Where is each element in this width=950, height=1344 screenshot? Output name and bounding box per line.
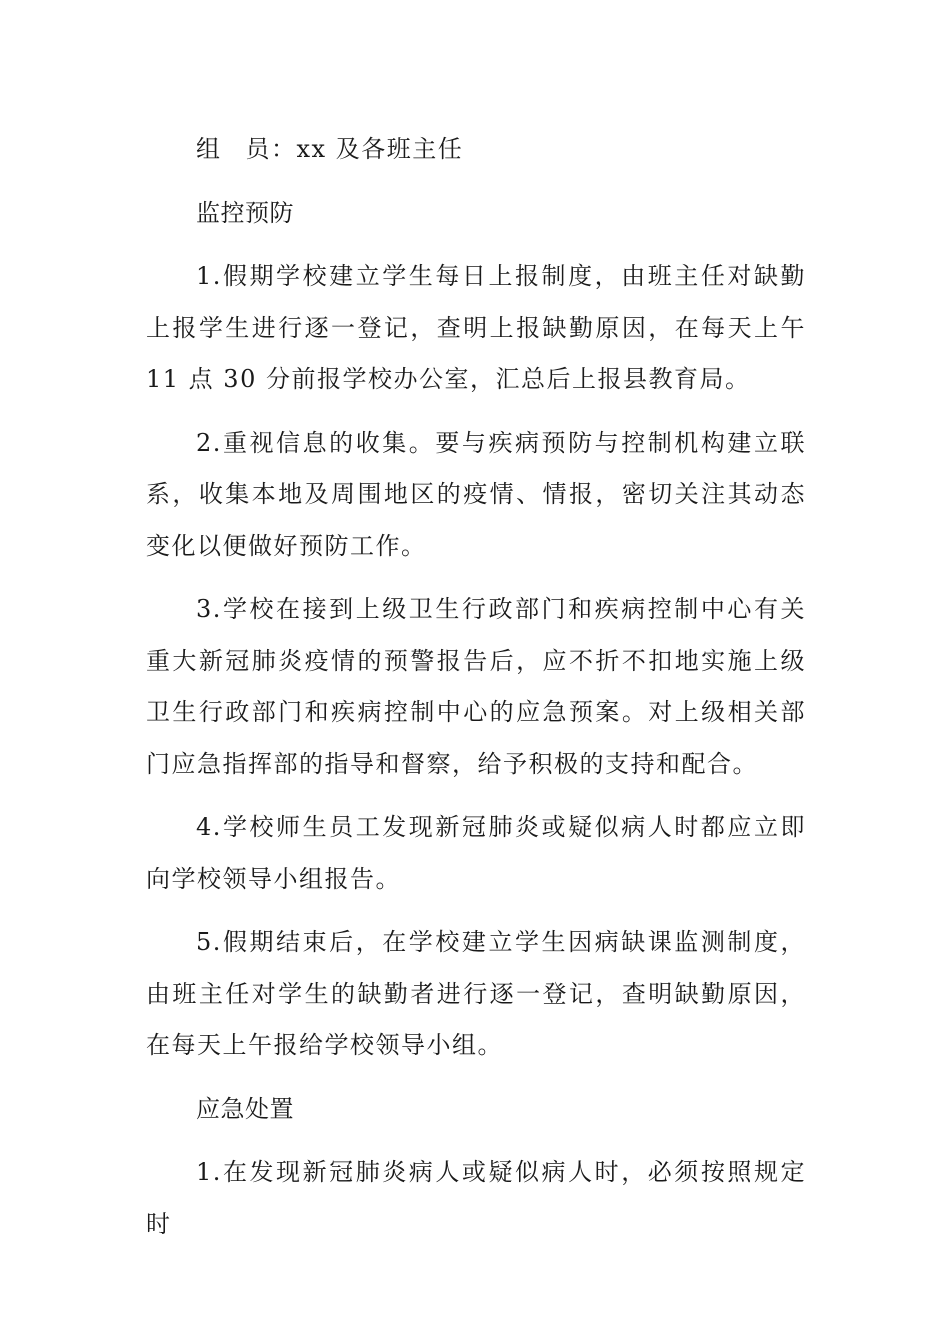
section-heading-monitoring: 监控预防 xyxy=(196,198,294,227)
paragraph: 4.学校师生员工发现新冠肺炎或疑似病人时都应立即向学校领导小组报告。 xyxy=(146,813,806,893)
member-line xyxy=(146,124,806,176)
paragraph: 1.在发现新冠肺炎病人或疑似病人时，必须按照规定时 xyxy=(146,1158,806,1238)
member-label-a: 组 xyxy=(196,135,222,163)
section-heading-emergency: 应急处置 xyxy=(196,1094,294,1123)
paragraph: 5.假期结束后，在学校建立学生因病缺课监测制度，由班主任对学生的缺勤者进行逐一登记，查明缺勤原因，在每天上午报给学校领导小组。 xyxy=(146,928,806,1059)
member-label-b: 员：xx 及各班主任 xyxy=(245,135,464,163)
paragraph: 2.重视信息的收集。要与疾病预防与控制机构建立联系，收集本地及周围地区的疫情、情报，密切关注其动态变化以便做好预防工作。 xyxy=(146,428,806,560)
paragraph: 3.学校在接到上级卫生行政部门和疾病控制中心有关重大新冠肺炎疫情的预警报告后，应不折不扣地实施上级卫生行政部门和疾病控制中心的应急预案。对上级相关部门应急指挥部的指导和督察，给予积极的支持和配合。 xyxy=(146,595,806,778)
document-body xyxy=(146,124,806,1262)
paragraph: 1.假期学校建立学生每日上报制度，由班主任对缺勤上报学生进行逐一登记，查明上报缺勤原因，在每天上午 11 点 30 分前报学校办公室，汇总后上报县教育局。 xyxy=(146,262,806,393)
